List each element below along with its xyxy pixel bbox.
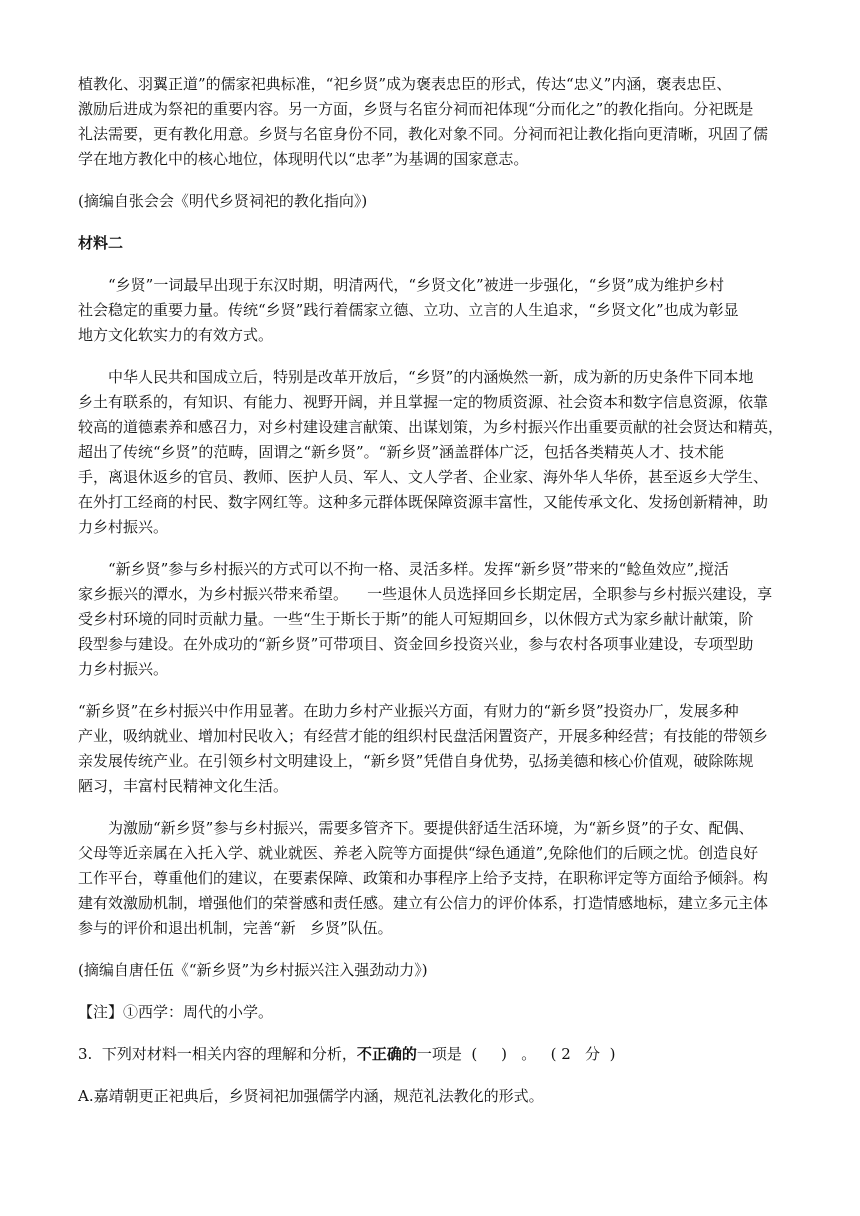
text-line: 家乡振兴的潭水，为乡村振兴带来希望。 一些退休人员选择回乡长期定居，全职参与乡村振兴建设，享 bbox=[78, 585, 773, 603]
paragraph-3 bbox=[78, 557, 814, 682]
paragraph-material1-end bbox=[78, 72, 814, 172]
text-line: 受乡村环境的同时贡献力量。一些“生于斯长于斯”的能人可短期回乡，以休假方式为家乡献计献策，阶 bbox=[78, 610, 754, 628]
text-line: 中华人民共和国成立后，特别是改革开放后，“乡贤”的内涵焕然一新，成为新的历史条件下同本地 bbox=[108, 368, 754, 386]
paragraph-2 bbox=[78, 365, 814, 540]
text-line: 力乡村振兴。 bbox=[78, 660, 169, 678]
text-line: 工作平台，尊重他们的建议，在要素保障、政策和办事程序上给予支持，在职称评定等方面给予倾斜。构 bbox=[78, 869, 769, 887]
paragraph-5 bbox=[78, 816, 814, 941]
text-line: 亲发展传统产业。在引领乡村文明建设上，“新乡贤”凭借自身优势，弘扬美德和核心价值观，破除陈规 bbox=[78, 752, 754, 770]
paragraph-1 bbox=[78, 273, 814, 348]
text-line: 力乡村振兴。 bbox=[78, 518, 169, 536]
text-line: 建有效激励机制，增强他们的荣誉感和责任感。建立有公信力的评价体系，打造情感地标，建立多元主体 bbox=[78, 894, 769, 912]
section-heading-material2: 材料二 bbox=[78, 234, 124, 252]
text-line: 植教化、羽翼正道”的儒家祀典标准，“祀乡贤”成为褒表忠臣的形式，传达“忠义”内涵，褒表忠臣、 bbox=[78, 75, 732, 93]
text-line: 父母等近亲属在入托入学、就业就医、养老入院等方面提供“绿色通道”,免除他们的后顾之忧。创造良好 bbox=[78, 844, 759, 862]
text-line: 较高的道德素养和感召力，对乡村建设建言献策、出谋划策，为乡村振兴作出重要贡献的社会贤达和精英， bbox=[78, 418, 784, 436]
text-line: 为激励“新乡贤”参与乡村振兴，需要多管齐下。要提供舒适生活环境，为“新乡贤”的子女、配偶、 bbox=[108, 819, 754, 837]
document-page bbox=[78, 72, 814, 1109]
source-citation-1: (摘编自张会会《明代乡贤祠祀的教化指向》) bbox=[78, 192, 368, 210]
question-number: 3. bbox=[78, 1045, 93, 1063]
text-line: 陋习，丰富村民精神文化生活。 bbox=[78, 777, 289, 795]
question-emphasis: 不正确的 bbox=[356, 1045, 417, 1063]
question-stem: 下列对材料一相关内容的理解和分析， bbox=[101, 1045, 357, 1063]
text-line: “新乡贤”参与乡村振兴的方式可以不拘一格、灵活多样。发挥“新乡贤”带来的“鲶鱼效应”,搅活 bbox=[108, 560, 729, 578]
text-line: 礼法需要，更有教化用意。乡贤与名宦身份不同，教化对象不同。分祠而祀让教化指向更清晰，巩固了儒 bbox=[78, 125, 769, 143]
text-line: “乡贤”一词最早出现于东汉时期，明清两代，“乡贤文化”被进一步强化，“乡贤”成为维护乡村 bbox=[108, 276, 725, 294]
text-line: 激励后进成为祭祀的重要内容。另一方面，乡贤与名宦分祠而祀体现“分而化之”的教化指向。分祀既是 bbox=[78, 100, 754, 118]
text-line: 参与的评价和退出机制，完善“新 乡贤”队伍。 bbox=[78, 919, 393, 937]
text-line: 社会稳定的重要力量。传统“乡贤”践行着儒家立德、立功、立言的人生追求，“乡贤文化”也成为彰显 bbox=[78, 301, 739, 319]
source-citation-2: (摘编自唐任伍《“新乡贤”为乡村振兴注入强劲动力》) bbox=[78, 961, 428, 979]
text-line: 学在地方教化中的核心地位，体现明代以“忠孝”为基调的国家意志。 bbox=[78, 150, 529, 168]
text-line: 段型参与建设。在外成功的“新乡贤”可带项目、资金回乡投资兴业，参与农村各项事业建设，专项型助 bbox=[78, 635, 754, 653]
text-line: 产业，吸纳就业、增加村民收入；有经营才能的组织村民盘活闲置资产，开展多种经营；有技能的带领乡 bbox=[78, 727, 769, 745]
text-line: 乡土有联系的，有知识、有能力、视野开阔，并且掌握一定的物质资源、社会资本和数字信息资源，依靠 bbox=[78, 393, 769, 411]
option-a: A.嘉靖朝更正祀典后，乡贤祠祀加强儒学内涵，规范礼法教化的形式。 bbox=[78, 1087, 544, 1105]
paragraph-4 bbox=[78, 699, 814, 799]
text-line: 地方文化软实力的有效方式。 bbox=[78, 326, 274, 344]
text-line: 在外打工经商的村民、数字网红等。这种多元群体既保障资源丰富性，又能传承文化、发扬创新精神，助 bbox=[78, 493, 769, 511]
text-line: 超出了传统“乡贤”的范畴，固谓之“新乡贤”。“新乡贤”涵盖群体广泛，包括各类精英人才、技术能 bbox=[78, 443, 725, 461]
text-line: 手，离退休返乡的官员、教师、医护人员、军人、文人学者、企业家、海外华人华侨，甚至返乡大学生、 bbox=[78, 468, 769, 486]
text-line: “新乡贤”在乡村振兴中作用显著。在助力乡村产业振兴方面，有财力的“新乡贤”投资办厂，发展多种 bbox=[78, 702, 739, 720]
annotation-note: 【注】①西学：周代的小学。 bbox=[78, 1003, 274, 1021]
question-stem-tail: 一项是 ( ) 。 ( 2 分 ) bbox=[416, 1045, 616, 1063]
question-3 bbox=[78, 1042, 814, 1067]
